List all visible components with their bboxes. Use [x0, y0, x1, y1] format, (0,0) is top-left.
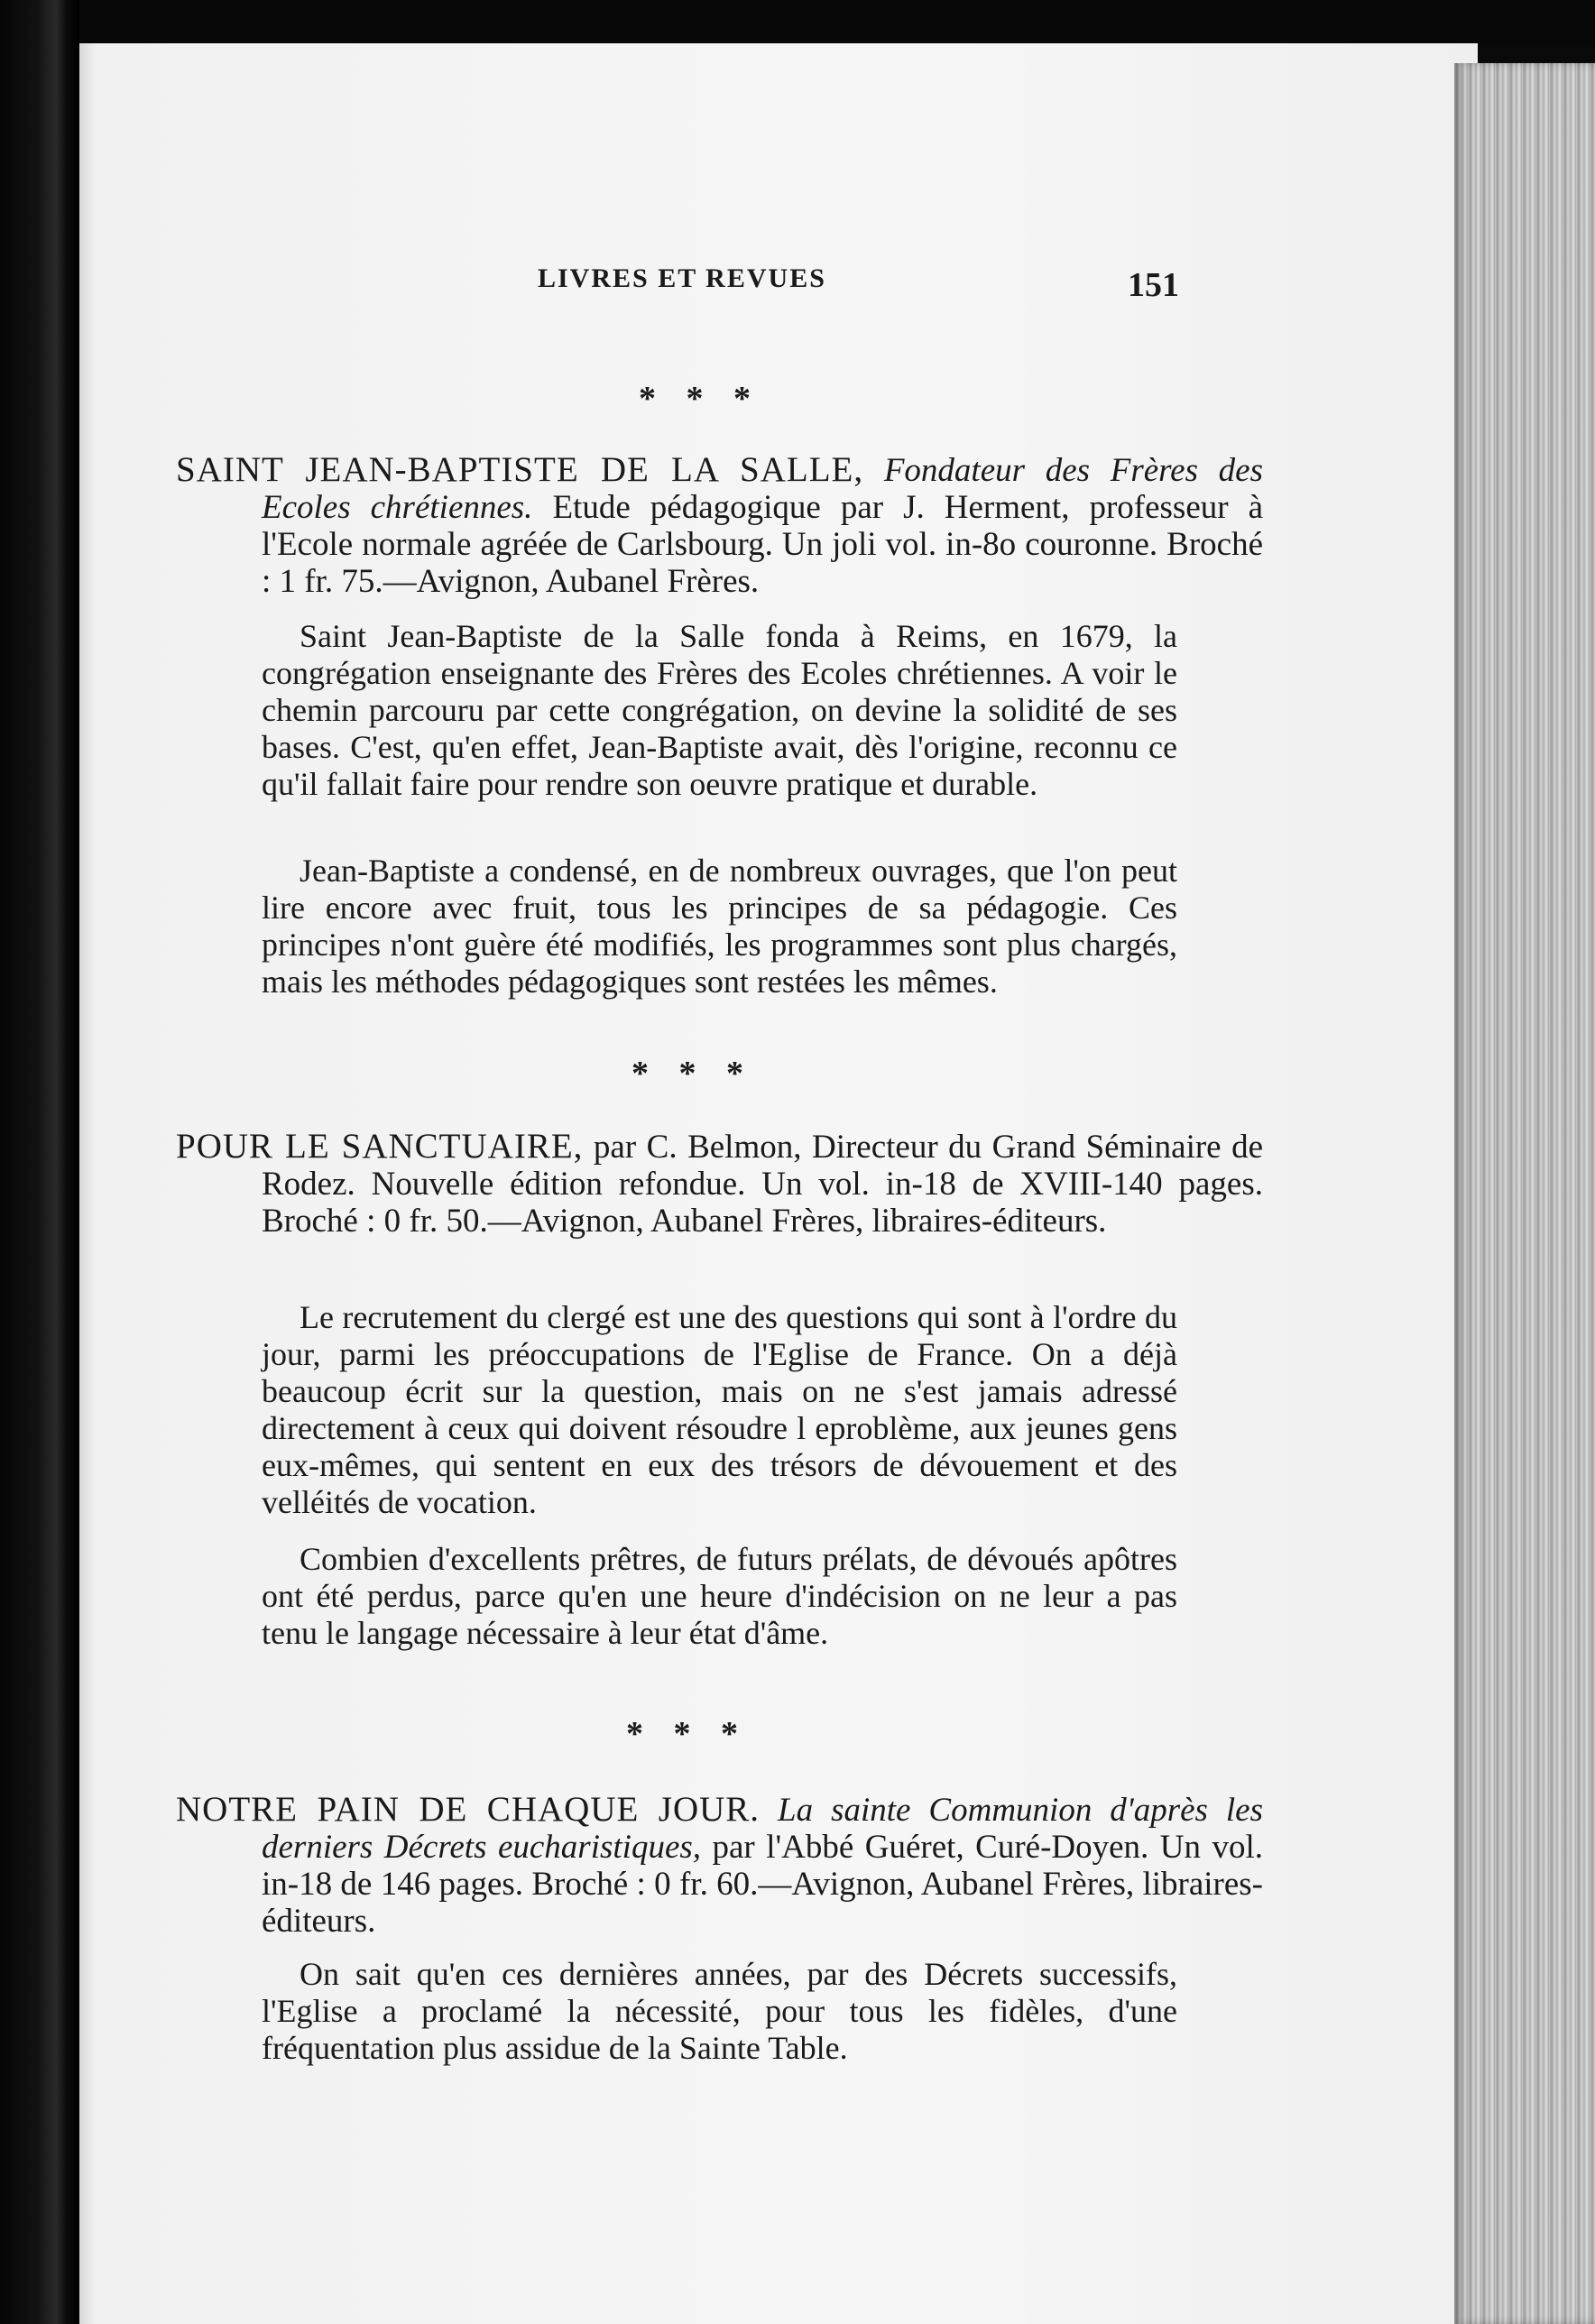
- book-entry-header: [176, 1128, 1263, 1240]
- section-separator: * * *: [632, 1055, 754, 1093]
- book-details: par C. Belmon, Directeur du Grand Séminaire de Rodez. Nouvelle édition refondue. Un vol. in-18 de XVIII-140 pages. Broché : 0 fr. 50.—Avignon, Aubanel Frères, libraires-éditeurs.: [262, 1129, 1264, 1240]
- book-spine-edge: [0, 0, 79, 2324]
- book-entry-header: [176, 451, 1263, 600]
- book-title: POUR LE SANCTUAIRE,: [176, 1127, 584, 1166]
- review-paragraph: Le recrutement du clergé est une des questions qui sont à l'ordre du jour, parmi les préoccupations de l'Eglise de France. On a déjà beaucoup écrit sur la question, mais on ne s'est jamais adressé directement à ceux qui doivent résoudre l eproblème, aux jeunes gens eux-mêmes, qui sentent en eux des trésors de dévouement et des velléités de vocation.: [262, 1299, 1177, 1520]
- book-title: NOTRE PAIN DE CHAQUE JOUR.: [176, 1790, 761, 1829]
- section-separator: * * *: [626, 1715, 749, 1753]
- section-separator: * * *: [639, 380, 761, 418]
- review-paragraph: Jean-Baptiste a condensé, en de nombreux ouvrages, que l'on peut lire encore avec fruit, tous les principes de sa pédagogie. Ces principes n'ont guère été modifiés, les programmes sont plus chargés, mais les méthodes pédagogiques sont restées les mêmes.: [262, 853, 1177, 1000]
- review-paragraph: Saint Jean-Baptiste de la Salle fonda à Reims, en 1679, la congrégation enseignante des Frères des Ecoles chrétiennes. A voir le chemin parcouru par cette congrégation, on devine la solidité de ses bases. C'est, qu'en effet, Jean-Baptiste avait, dès l'origine, reconnu ce qu'il fallait faire pour rendre son oeuvre pratique et durable.: [262, 618, 1177, 802]
- scan-top-border: [0, 0, 1595, 47]
- page-number: 151: [1128, 266, 1179, 304]
- book-title: SAINT JEAN-BAPTISTE DE LA SALLE,: [176, 450, 864, 489]
- book-subtitle: Fondateur des Frères des Ecoles chrétiennes.: [262, 452, 1263, 526]
- running-header: LIVRES ET REVUES: [538, 263, 826, 293]
- review-paragraph: Combien d'excellents prêtres, de futurs prélats, de dévoués apôtres ont été perdus, parce qu'en une heure d'indécision on ne leur a pas tenu le langage nécessaire à leur état d'âme.: [262, 1541, 1177, 1651]
- book-details: Etude pédagogique par J. Herment, professeur à l'Ecole normale agréée de Carlsbourg. Un joli vol. in-8o couronne. Broché : 1 fr. 75.—Avignon, Aubanel Frères.: [262, 489, 1264, 600]
- page-edges-stack: [1454, 63, 1595, 2324]
- book-subtitle: La sainte Communion d'après les derniers Décrets eucharistiques,: [262, 1792, 1264, 1866]
- book-entry-header: [176, 1791, 1263, 1940]
- book-details: par l'Abbé Guéret, Curé-Doyen. Un vol. in-18 de 146 pages. Broché : 0 fr. 60.—Avignon, Aubanel Frères, libraires-éditeurs.: [262, 1829, 1263, 1940]
- review-paragraph: On sait qu'en ces dernières années, par des Décrets successifs, l'Eglise a proclamé la nécessité, pour tous les fidèles, d'une fréquentation plus assidue de la Sainte Table.: [262, 1956, 1177, 2066]
